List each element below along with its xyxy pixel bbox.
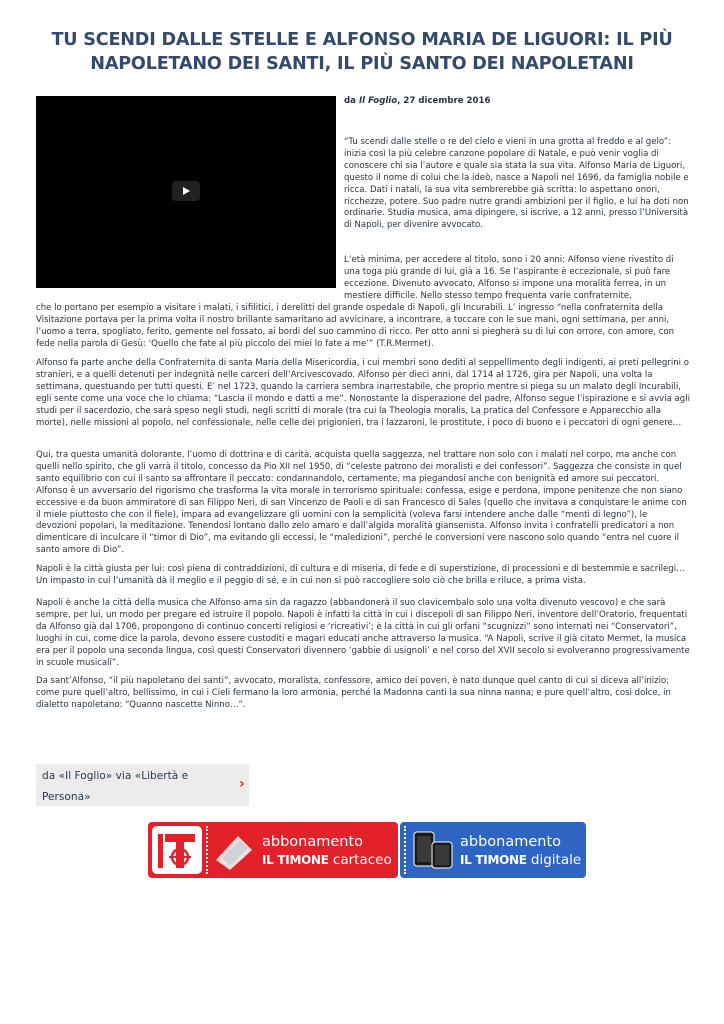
byline-source: Il Foglio bbox=[358, 96, 398, 106]
print-banner-subtitle bbox=[262, 852, 392, 868]
digital-banner-brand: IL TIMONE bbox=[460, 853, 527, 867]
paragraph-7: Da sant’Alfonso, “il più napoletano dei santi”, avvocato, moralista, confessore, amico dei poveri, è nato dunque quel canto di cui si diceva all’inizio; come pure quell’altro, bellissimo, in cui i Cieli fermano la loro armonia, perché la Madonna canti la sua ninna nanna; e pure quell’altro, così dolce, in dialetto napoletano: “Quanno nascette Ninno…”. bbox=[36, 676, 671, 710]
video-player[interactable] bbox=[36, 96, 336, 288]
paragraph-4: Qui, tra questa umanità dolorante, l’uomo di dottrina e di carità, acquista quella saggezza, nel trattare non solo con i malati nel corpo, ma anche con quelli nello spirito, che gli varrà il titolo, concesso da Pio XII nel 1950, di “celeste patrono dei moralisti e dei confessori”. Saggezza che consiste in quel santo equilibrio con cui il santo sa affrontare il peccato: condannandolo, certamente, ma piegandosi anche con benignità ed amore sui peccatori. Alfonso è un avversario del rigorismo che trasforma la vita morale in terrorismo spirituale: confessa, esige e perdona, impone penitenze che non siano eccessive e da buon ammiratore di san Filippo Neri, di san Vincenzo de Paoli e di san Francesco di Sales (quello che invitava a conquistare le anime con il miele piuttosto che con il fiele), impara ad evangelizzare gli uomini con la semplicità (voleva farsi intendere anche dalle “menti di legno”), le devozioni popolari, la meditazione. Tenendosi lontano dallo zelo amaro e dall’algida moralità giansenista. Alfonso invita i confratelli predicatori a non dimenticare di inculcare il “timor di Dio”, ma evitando gli eccessi, le “maledizioni”, perché le conversioni vere nascono solo quando “entra nel cuore il santo amore di Dio”. bbox=[36, 450, 687, 556]
paragraph-3: Alfonso fa parte anche della Confraternita di santa Maria della Misericordia, i cui membri sono dediti al seppellimento degli indigenti, ai preti pellegrini o stranieri, e a quelli detenuti per indegnità nelle carceri dell’Arcivescovado. Alfonso per dieci anni, dal 1714 al 1726, gira per Napoli, una volta la settimana, questuando per tutti questi. E’ nel 1723, quando la carriera sembra inarrestabile, che proprio mentre si piega su un malato degli Incurabili, egli sente come una voce che lo chiama: “Lascia il mondo e datti a me”. Nonostante la disperazione del padre, Alfonso segue l’ispirazione e si avvia agli studi per il sacerdozio, che sarà speso negli studi, negli scritti di morale (tra cui la Theologia moralis, La pratica del Confessore e Apparecchio alla morte), nelle missioni al popolo, nel confessionale, nelle celle dei prigionieri, tra i lazzaroni, le prostitute, i poco di buono e i peccatori di ogni genere… bbox=[36, 358, 690, 428]
byline-prefix: da bbox=[344, 96, 356, 106]
digital-subscription-banner[interactable] bbox=[400, 822, 586, 878]
paragraph-1: “Tu scendi dalle stelle o re del cielo e vieni in una grotta al freddo e al gelo”: inizia così la più celebre canzone popolare di Natale, e può venir voglia di conoscere chi sia l’autore e quale sia stata la sua vita. Alfonso Maria de Liguori, questo il nome di colui che la ideò, nasce a Napoli nel 1696, da famiglia nobile e ricca. Dati i natali, la sua vita sembrerebbe già scritta: lo aspettano onori, ricchezze, potere. Suo padre nutre grandi ambizioni per il figlio, e lui ha doti non ordinarie. Studia musica, ama dipingere, si iscrive, a 12 anni, presso l’Università di Napoli, per divenire avvocato. bbox=[344, 137, 689, 231]
byline bbox=[344, 96, 490, 106]
play-icon[interactable] bbox=[172, 181, 200, 201]
digital-banner-title: abbonamento bbox=[460, 834, 562, 850]
paragraph-5: Napoli è la città giusta per lui: così piena di contraddizioni, di cultura e di miseria, di fede e di superstizione, di processioni e di bestemmie e sacrilegi… Un impasto in cui l’umanità dà il meglio e il peggio di sé, e in cui non si può raccogliere solo ciò che brilla e riluce, a prima vista. bbox=[36, 564, 685, 586]
paragraph-2-full: che lo portano per esempio a visitare i malati, i sifilitici, i derelitti del grande ospedale di Napoli, gli Incurabili. L’ ingresso “nella confraternita della Visitazione portava per la prima volta il nostro brillante samaritano ad avvicinare, a incontrare, a toccare con le sue mani, ogni settimana, per anni, l’uomo a terra, spogliato, ferito, gemente nel fossato, ai bordi del suo cammino di ricco. Per otto anni si piegherà su di lui con orrore, con amore, con fede nella parola di Gesù: ‘Quello che fate al più piccolo dei miei lo fate a me’” (T.R.Mermet). bbox=[36, 303, 675, 349]
paragraph-6: Napoli è anche la città della musica che Alfonso ama sin da ragazzo (abbandonerà il suo clavicembalo solo una volta divenuto vescovo) e che sarà sempre, per lui, un modo per pregare ed istruire il popolo. Napoli è infatti la città in cui i discepoli di san Filippo Neri, inventore dell’Oratorio, frequentati da Alfonso già dal 1706, propongono di continuo concerti religiosi e ‘ricreativi’; è la città in cui gli orfani “scugnizzi” sono internati nei “Conservatori”, luoghi in cui, come dice la parola, devono essere custoditi e magari educati anche attraverso la musica. “A Napoli, scrive il già citato Mermet, la musica era per il popolo una seconda lingua, così questi Conservatori divennero ‘gabbie di usignoli’ e nel corso del XVII secolo si evolveranno progressivamente in scuole musicali”. bbox=[36, 598, 690, 668]
digital-banner-suffix: digitale bbox=[530, 852, 582, 868]
perforation-divider bbox=[206, 826, 208, 874]
print-banner-title: abbonamento bbox=[262, 834, 364, 850]
chevron-right-icon: › bbox=[239, 776, 245, 792]
paragraph-2-side: L’età minima, per accedere al titolo, sono i 20 anni: Alfonso viene rivestito di una toga più grande di lui, già a 16. Se l’aspirante è eccezionale, si può fare eccezione. Divenuto avvocato, Alfonso si impone una moralità ferrea, in un mestiere difficile. Nello stesso tempo frequenta varie confraternite, bbox=[344, 255, 674, 301]
digital-banner-subtitle bbox=[460, 852, 581, 868]
article-title bbox=[30, 28, 694, 76]
print-subscription-banner[interactable] bbox=[148, 822, 398, 878]
perforation-divider bbox=[404, 826, 406, 874]
print-banner-suffix: cartaceo bbox=[332, 852, 392, 868]
magazine-icon bbox=[212, 830, 256, 870]
source-link-label[interactable]: da «Il Foglio» via «Libertà e Persona» bbox=[42, 770, 189, 803]
devices-icon bbox=[412, 830, 456, 870]
byline-date: , 27 dicembre 2016 bbox=[397, 96, 491, 106]
print-banner-brand: IL TIMONE bbox=[262, 853, 329, 867]
title-line-1: TU SCENDI DALLE STELLE E ALFONSO MARIA DE LIGUORI: IL PIÙ bbox=[51, 30, 673, 50]
timone-logo-icon bbox=[152, 826, 202, 874]
title-line-2: NAPOLETANO DEI SANTI, IL PIÙ SANTO DEI NAPOLETANI bbox=[90, 54, 634, 74]
source-link[interactable] bbox=[36, 764, 249, 806]
